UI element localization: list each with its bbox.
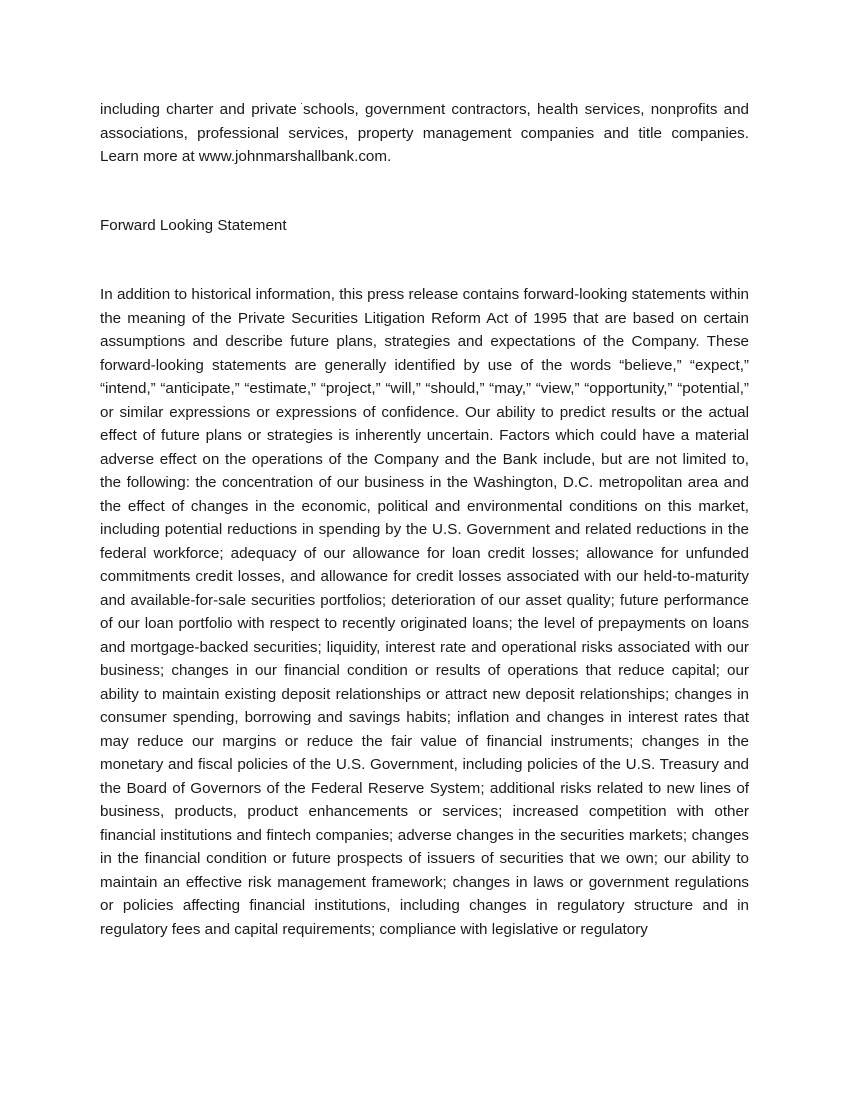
section-heading: Forward Looking Statement xyxy=(100,217,287,234)
forward-looking-statement-paragraph: In addition to historical information, this press release contains forward-looking statements within the meaning of the Private Securities Litigation Reform Act of 1995 that are based on certain assumptions and describe future plans, strategies and expectations of the Company. These forward-looking statements are generally identified by use of the words “believe,” “expect,” “intend,” “anticipate,” “estimate,” “project,” “will,” “should,” “may,” “view,” “opportunity,” “potential,” or similar expressions or expressions of confidence. Our ability to predict results or the actual effect of future plans or strategies is inherently uncertain. Factors which could have a material adverse effect on the operations of the Company and the Bank include, but are not limited to, the following: the concentration of our business in the Washington, D.C. metropolitan area and the effect of changes in the economic, political and environmental conditions on this market, including potential reductions in spending by the U.S. Government and related reductions in the federal workforce; adequacy of our allowance for loan credit losses; allowance for unfunded commitments credit losses, and allowance for credit losses associated with our held-to-maturity and available-for-sale securities portfolios; deterioration of our asset quality; future performance of our loan portfolio with respect to recently originated loans; the level of prepayments on loans and mortgage-backed securities; liquidity, interest rate and operational risks associated with our business; changes in our financial condition or results of operations that reduce capital; our ability to maintain existing deposit relationships or attract new deposit relationships; changes in consumer spending, borrowing and savings habits; inflation and changes in interest rates that may reduce our margins or reduce the fair value of financial instruments; changes in the monetary and fiscal policies of the U.S. Government, including policies of the U.S. Treasury and the Board of Governors of the Federal Reserve System; additional risks related to new lines of business, products, product enhancements or services; increased competition with other financial institutions and fintech companies; adverse changes in the securities markets; changes in the financial condition or future prospects of issuers of securities that we own; our ability to maintain an effective risk management framework; changes in laws or government regulations or policies affecting financial institutions, including changes in regulatory structure and in regulatory fees and capital requirements; compliance with legislative or regulatory xyxy=(100,286,749,938)
intro-paragraph: including charter and private schools, government contractors, health services, nonprofits and associations, professional services, property management companies and title companies. Learn more at www.johnmarshallbank.com. xyxy=(100,101,749,165)
